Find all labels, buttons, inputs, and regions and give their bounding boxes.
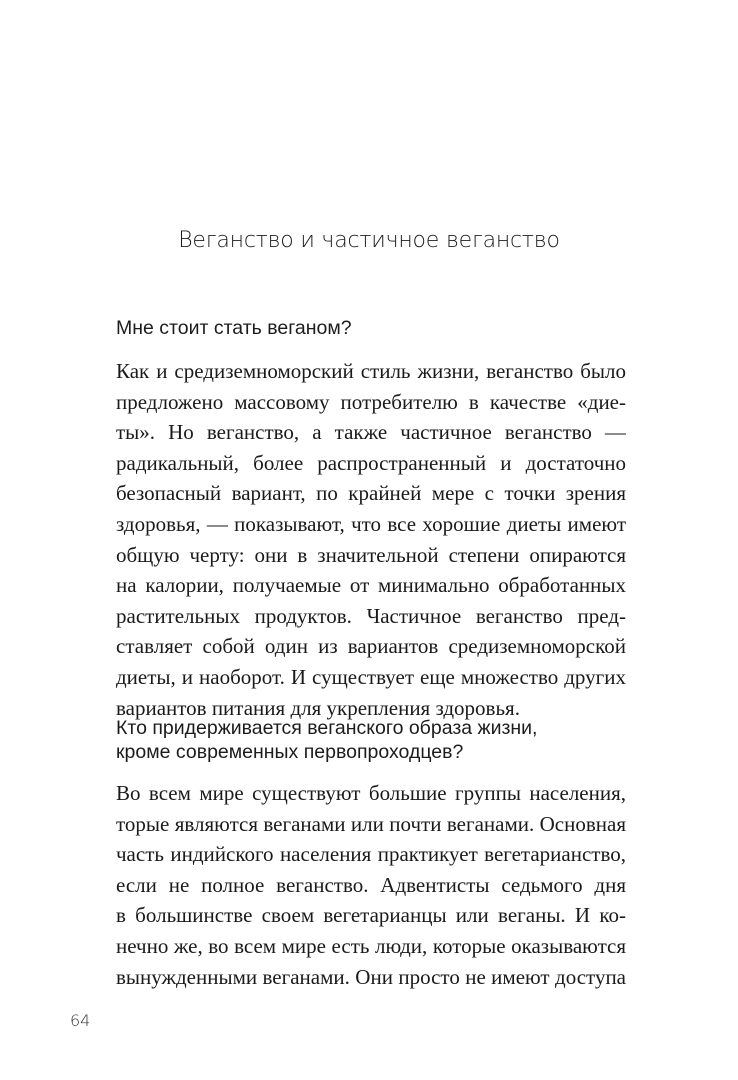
question-line: кроме современных первопроходцев? [116,741,464,763]
page-number: 64 [70,1011,91,1030]
text-line: в большинстве своем вегетарианцы или веганы. И ко- [116,903,626,928]
text-line: радикальный, более распространенный и достаточно [116,450,626,475]
chapter-title: Веганство и частичное веганство [178,228,560,253]
text-line: на калории, получаемые от минимально обработанных [116,573,626,598]
qa-section-2 [116,716,626,992]
question-heading [116,716,626,764]
answer-paragraph [116,356,626,723]
text-line: торые являются веганами или почти веганами. Основная [116,811,626,836]
text-line: вариантов питания для укрепления здоровья. [116,695,520,720]
text-line: Во всем мире существуют большие группы населения, [116,781,626,805]
text-line: ты». Но веганство, а также частичное веганство — [116,420,626,445]
text-line: здоровья, — показывают, что все хорошие диеты имеют [116,511,626,536]
text-line: если не полное веганство. Адвентисты седьмого дня [116,872,626,897]
answer-paragraph [116,778,626,992]
text-line: Как и средиземноморский стиль жизни, веганство было [116,359,626,383]
text-line: предложено массовому потребителю в качестве «дие- [116,389,626,414]
text-line: ставляет собой один из вариантов средиземноморской [116,634,626,659]
text-line: общую черту: они в значительной степени опираются [116,542,626,567]
text-line: нечно же, во всем мире есть люди, которые оказываются [116,933,626,958]
text-line: диеты, и наоборот. И существует еще множество других [116,664,626,689]
qa-section-1 [116,316,626,723]
question-line: Кто придерживается веганского образа жизни, [116,717,538,739]
text-line: безопасный вариант, по крайней мере с точки зрения [116,481,626,506]
question-heading [116,316,626,340]
text-line: вынужденными веганами. Они просто не имеют доступа [116,964,626,989]
text-line: растительных продуктов. Частичное веганство пред- [116,603,626,628]
text-line: часть индийского населения практикует вегетарианство, [116,842,626,867]
question-line: Мне стоит стать веганом? [116,317,352,339]
